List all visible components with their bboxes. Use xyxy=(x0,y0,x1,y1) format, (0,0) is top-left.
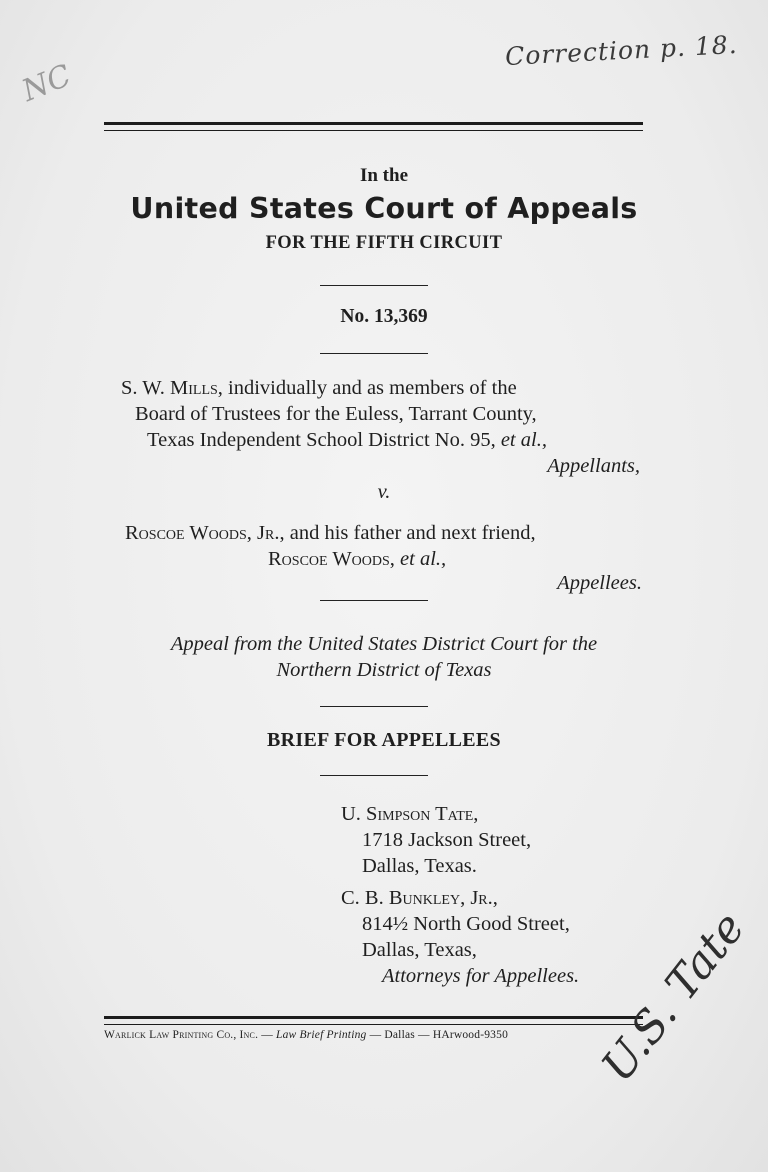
divider-rule-4 xyxy=(320,706,428,707)
footer-dash-2: — xyxy=(366,1029,385,1041)
appeal-line-2: Northern District of Texas xyxy=(276,659,492,681)
circuit-name: FOR THE FIFTH CIRCUIT xyxy=(265,233,503,253)
printer-phone: HArwood-9350 xyxy=(432,1029,509,1041)
appellants-line-2: Board of Trustees for the Euless, Tarrant County, xyxy=(135,403,537,425)
attorney-2-address-2: Dallas, Texas, xyxy=(362,939,477,961)
attorneys-role: Attorneys for Appellees. xyxy=(382,965,580,987)
printer-specialty: Law Brief Printing xyxy=(276,1029,367,1041)
appellant-name: S. W. Mills xyxy=(121,377,218,399)
handwritten-correction-note: Correction p. 18. xyxy=(504,29,739,72)
court-name: United States Court of Appeals xyxy=(130,192,638,225)
appellees-et-al: et al., xyxy=(400,548,447,570)
divider-rule-3 xyxy=(320,600,428,601)
top-double-rule xyxy=(104,122,643,131)
attorney-1-address-1: 1718 Jackson Street, xyxy=(362,829,532,851)
attorney-1-name: U. Simpson Tate, xyxy=(341,803,479,825)
brief-title: BRIEF FOR APPELLEES xyxy=(267,729,501,751)
appellants-et-al: et al., xyxy=(500,429,547,451)
divider-rule-5 xyxy=(320,775,428,776)
appellees-role: Appellees. xyxy=(557,572,642,594)
printer-city: Dallas xyxy=(384,1029,415,1041)
divider-rule-2 xyxy=(320,353,428,354)
appellants-text: , individually and as members of the xyxy=(217,377,517,399)
handwritten-signature: U.S. Tate xyxy=(592,902,755,1092)
footer-dash-1: — xyxy=(258,1029,276,1041)
footer-dash-3: — xyxy=(414,1029,433,1041)
appeal-line-1: Appeal from the United States District Court for the xyxy=(170,633,598,655)
printer-name: Warlick Law Printing Co., Inc. xyxy=(104,1029,259,1041)
appellees-line-2: Roscoe Woods, et al., xyxy=(268,548,447,570)
appellee-name-1: Roscoe Woods, Jr. xyxy=(125,522,280,544)
case-number: No. 13,369 xyxy=(340,306,428,327)
attorney-1-address-2: Dallas, Texas. xyxy=(362,855,477,877)
versus: v. xyxy=(377,481,391,503)
attorney-2-name: C. B. Bunkley, Jr., xyxy=(341,887,498,909)
heading-in-the: In the xyxy=(359,165,409,186)
divider-rule-1 xyxy=(320,285,428,286)
appellees-text: , and his father and next friend, xyxy=(279,522,536,544)
appellants-role: Appellants, xyxy=(547,455,640,477)
appellees-line-1 xyxy=(125,520,536,546)
appellee-name-2: Roscoe Woods xyxy=(268,548,390,570)
handwritten-corner-mark: NC xyxy=(17,58,76,109)
appellants-line-3-text: Texas Independent School District No. 95, xyxy=(147,429,496,451)
appellants-line-3 xyxy=(147,427,547,453)
attorney-2-address-1: 814½ North Good Street, xyxy=(362,913,570,935)
printer-footer xyxy=(104,1029,508,1041)
bottom-double-rule xyxy=(104,1016,643,1025)
appellants-line-1 xyxy=(121,375,517,401)
